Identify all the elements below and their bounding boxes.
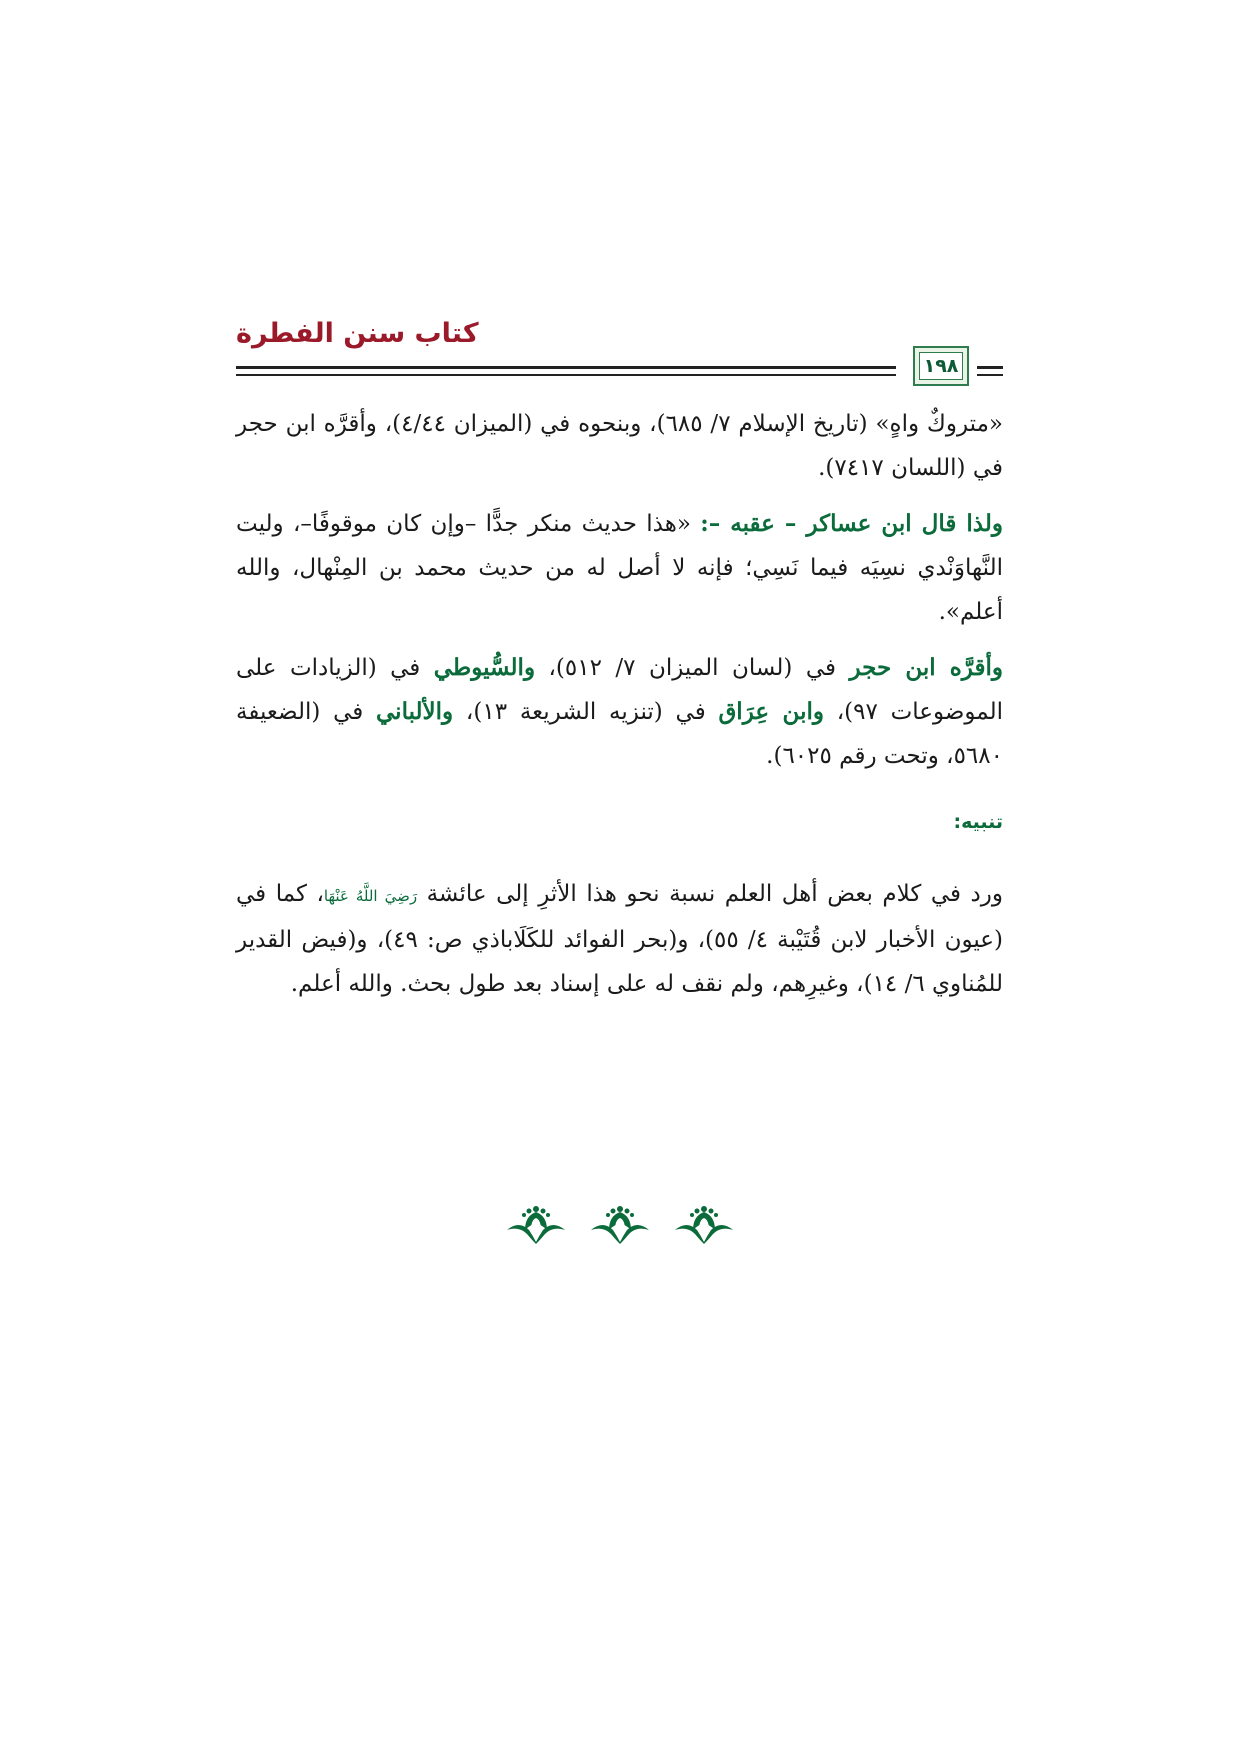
page-body: [236, 402, 1003, 1006]
notice-paragraph: [236, 872, 1003, 1006]
header-rule-short: [977, 374, 1003, 376]
scholar-name: وأقرَّه ابن حجر: [849, 654, 1003, 681]
floral-ornament-icon: [673, 1200, 735, 1246]
page-number-inner-frame: [919, 352, 963, 380]
paragraph-3-text: في (لسان الميزان ٧/ ٥١٢)،: [535, 655, 850, 681]
scholar-name: والألباني: [376, 698, 454, 725]
scholar-name: والسُّيوطي: [433, 654, 536, 681]
header-rule: [236, 374, 896, 376]
book-title: كتاب سنن الفطرة: [236, 318, 479, 349]
paragraph-1: [236, 402, 1003, 490]
page-number: ١٩٨: [923, 355, 959, 377]
paragraph-3-text: في (الضعيفة ٥٦٨٠، وتحت رقم ٦٠٢٥).: [236, 699, 1003, 769]
page-number-frame: [913, 346, 969, 386]
notice-heading: تنبيه:: [953, 811, 1003, 833]
page-header: [236, 318, 1003, 388]
paragraph-2-text: «هذا حديث منكر جدًّا –وإن كان موقوفًا–، وليت النَّهاوَنْدي نسِيَه فيما نَسِي؛ فإنه لا أصل له من حديث محمد بن المِنْهال، والله أعلم».: [236, 511, 1003, 625]
paragraph-2: [236, 502, 1003, 634]
header-rule-short: [977, 366, 1003, 369]
paragraph-3-text: في (تنزيه الشريعة ١٣)،: [453, 699, 719, 725]
paragraph-3: [236, 646, 1003, 778]
floral-ornament-icon: [589, 1200, 651, 1246]
quote-attribution: ولذا قال ابن عساكر – عقبه –:: [700, 510, 1003, 537]
scholar-name: وابن عِرَاق: [718, 698, 824, 725]
notice-text: ورد في كلام بعض أهل العلم نسبة نحو هذا الأثرِ إلى عائشة: [417, 881, 1003, 907]
floral-ornament-icon: [505, 1200, 567, 1246]
header-rule: [236, 366, 896, 369]
paragraph-3-text: في (الزيادات على الموضوعات ٩٧)،: [236, 655, 1003, 725]
notice-text: ، كما في (عيون الأخبار لابن قُتَيْبة ٤/ ٥٥)، و(بحر الفوائد للكَلَاباذي ص: ٤٩)، و(فيض القدير للمُناوي ٦/ ١٤)، وغيرِهم، ولم نقف له على إسناد بعد طول بحث. والله أعلم.: [236, 881, 1003, 997]
section-end-ornament: [0, 1200, 1240, 1252]
honorific-glyph: رَضِيَ اللَّهُ عَنْهَا: [323, 887, 418, 905]
paragraph-1-text: «متروكٌ واهٍ» (تاريخ الإسلام ٧/ ٦٨٥)، وبنحوه في (الميزان ٤/٤٤)، وأقرَّه ابن حجر في (اللسان ٧٤١٧).: [236, 411, 1003, 481]
